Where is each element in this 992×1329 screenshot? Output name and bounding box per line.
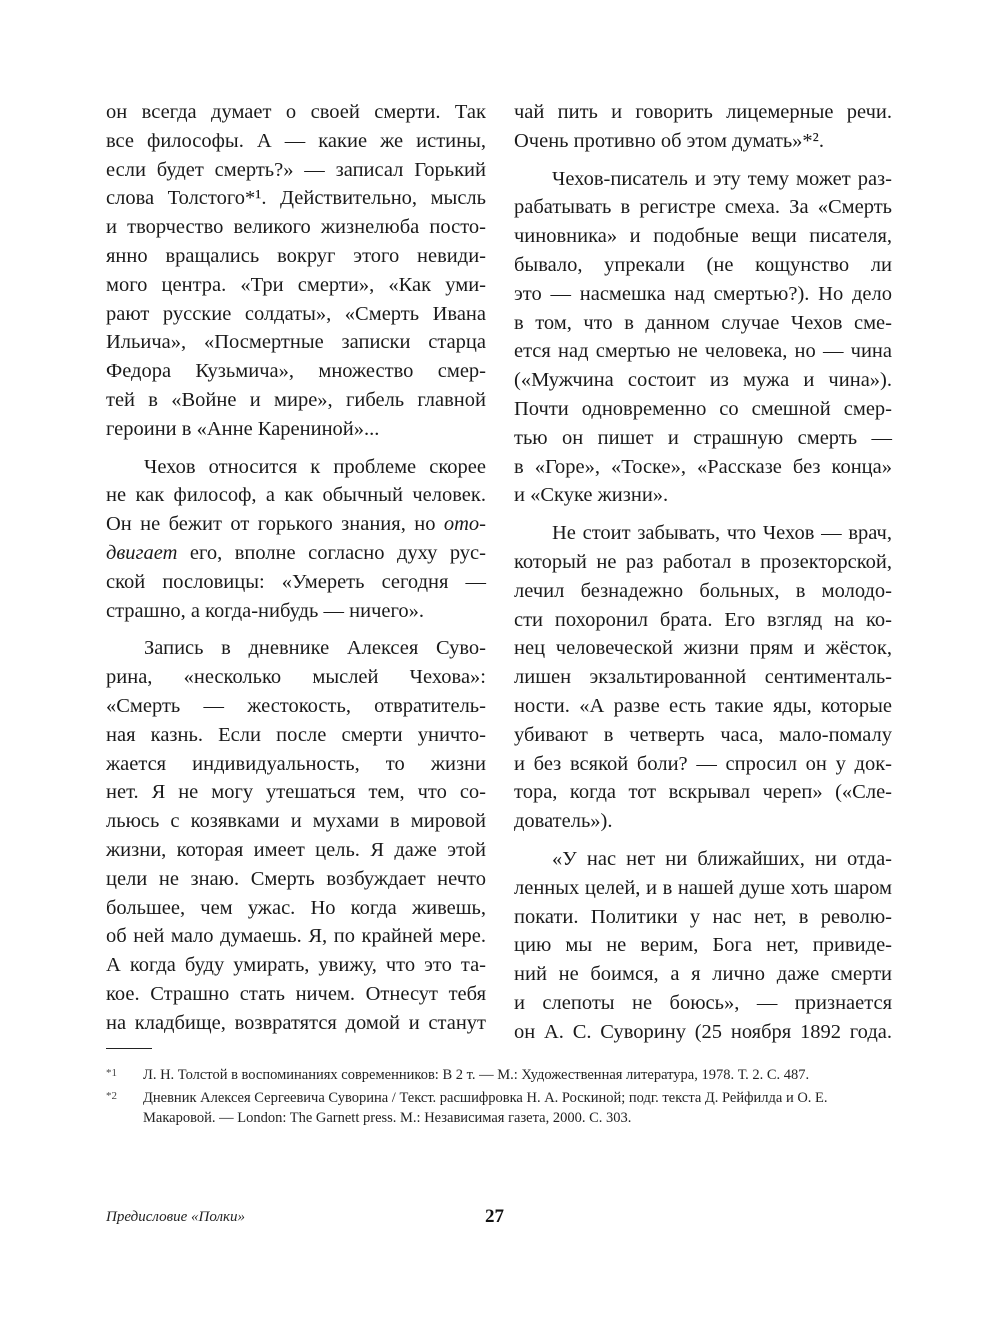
text-line: и «Скуке жизни». xyxy=(514,484,669,507)
text-line: убивают в четверть часа, мало-помалу xyxy=(514,723,892,746)
text-line: янно вращались вокруг этого невиди- xyxy=(106,244,486,267)
text-line: дователь»). xyxy=(514,810,613,833)
text-line: покати. Политики у нас нет, в револю- xyxy=(514,905,892,928)
text-line: все философы. А — какие же истины, xyxy=(106,129,486,152)
text-line: нет. Я не могу утешаться тем, что со- xyxy=(106,781,486,804)
paragraph-start-line: «У нас нет ни ближайших, ни отда- xyxy=(552,847,892,870)
paragraph-start-line: Не стоит забывать, что Чехов — врач, xyxy=(552,522,892,545)
text-line: жизни, которая имеет цель. Я даже этой xyxy=(106,838,486,861)
footnote xyxy=(106,1088,896,1129)
text-line: который не раз работал в прозекторской, xyxy=(514,550,892,573)
text-line: Очень противно об этом думать»*². xyxy=(514,129,824,152)
text-line: тью он пишет и страшную смерть — xyxy=(514,426,892,449)
text-line: Почти одновременно со смешной смер- xyxy=(514,397,892,420)
text-line: ской пословицы: «Умереть сегодня — xyxy=(106,570,486,593)
paragraph-start-line: Запись в дневнике Алексея Суво- xyxy=(144,637,486,660)
text-line: Ильича», «Посмертные записки старца xyxy=(106,331,486,354)
text-line: А когда буду умирать, увижу, что это та- xyxy=(106,954,486,977)
text-segment: Он не бежит от горького знания, но xyxy=(106,513,444,536)
text-line: лечил безнадежно больных, в молодо- xyxy=(514,579,892,602)
text-line: ная казнь. Если после смерти уничто- xyxy=(106,723,486,746)
text-line: нец человеческой жизни прям и жёсток, xyxy=(514,637,892,660)
text-line: и без всякой боли? — спросил он у док- xyxy=(514,752,892,775)
text-line xyxy=(106,510,486,539)
text-line: героини в «Анне Карениной»... xyxy=(106,417,380,440)
footnote xyxy=(106,1065,896,1086)
text-line: ний не боимся, а я лично даже смерти xyxy=(514,963,892,986)
text-line xyxy=(106,539,486,568)
footnote-mark: *1 xyxy=(106,1067,117,1079)
text-line: «Смерть — жестокость, отвратитель- xyxy=(106,694,486,717)
text-line: («Мужчина состоит из мужа и чина»). xyxy=(514,369,892,392)
text-line: цели не знаю. Смерть возбуждает нечто xyxy=(106,867,486,890)
text-line: страшно, а когда-нибудь — ничего». xyxy=(106,599,425,622)
italic-word-part: ото- xyxy=(443,513,486,536)
text-line: кое. Страшно стать ничем. Отнесут тебя xyxy=(106,982,486,1005)
text-line: об ней мало думаешь. Я, по крайней мере. xyxy=(106,925,486,948)
text-line: ленных целей, и в нашей душе хоть шаром xyxy=(514,876,892,899)
footnote-text: Дневник Алексея Сергеевича Суворина / Текст. расшифровка Н. А. Роскиной; подг. текста Д. Рейфилда и О. Е. Макаровой. — London: The Garnett press. М.: Независимая газета, 2000. С. 303. xyxy=(143,1089,828,1126)
right-text-column xyxy=(514,98,892,1047)
text-line: если будет смерть?» — записал Горький xyxy=(106,158,486,181)
paragraph-start-line: Чехов-писатель и эту тему может раз- xyxy=(552,167,892,190)
text-line: это — насмешка над смертью?). Но дело xyxy=(514,282,892,305)
text-line: цию мы не верим, Бога нет, привиде- xyxy=(514,934,892,957)
text-line: сти похоронил брата. Его взгляд на ко- xyxy=(514,608,892,631)
text-line: рают русские солдаты», «Смерть Ивана xyxy=(106,302,486,325)
text-line: на кладбище, возвратятся домой и станут xyxy=(106,1011,486,1034)
text-line: слова Толстого*¹. Действительно, мысль xyxy=(106,187,486,210)
text-line: бывало, упрекали (не кощунство ли xyxy=(514,253,892,276)
text-line: в «Горе», «Тоске», «Рассказе без конца» xyxy=(514,455,892,478)
text-segment: его, вполне согласно духу рус- xyxy=(177,541,486,564)
footnotes xyxy=(106,1065,896,1131)
text-line: он А. С. Суворину (25 ноября 1892 года. xyxy=(514,1020,892,1043)
text-line: большее, чем ужас. Но когда живешь, xyxy=(106,896,486,919)
text-line: жается индивидуальность, то жизни xyxy=(106,752,486,775)
text-line: рабатывать в регистре смеха. За «Смерть xyxy=(514,196,892,219)
text-line: чиновника» и подобные вещи писателя, xyxy=(514,225,892,248)
text-line: льюсь с козявками и мухами в мировой xyxy=(106,810,486,833)
text-line: чай пить и говорить лицемерные речи. xyxy=(514,101,892,123)
left-text-column xyxy=(106,98,486,1038)
paragraph-start-line: Чехов относится к проблеме скорее xyxy=(144,455,486,478)
running-title: Предисловие «Полки» xyxy=(106,1209,246,1225)
text-line: лишен экзальтированной сентименталь- xyxy=(514,666,892,689)
text-line: тей в «Войне и мире», гибель главной xyxy=(106,388,486,411)
text-line: не как философ, а как обычный человек. xyxy=(106,484,486,507)
footnote-text: Л. Н. Толстой в воспоминаниях современников: В 2 т. — М.: Художественная литература, 1978. Т. 2. С. 487. xyxy=(143,1067,810,1083)
text-line: рина, «несколько мыслей Чехова»: xyxy=(106,666,486,689)
text-line: в том, что в данном случае Чехов сме- xyxy=(514,311,892,334)
footnote-divider xyxy=(106,1048,152,1049)
footnote-mark: *2 xyxy=(106,1089,117,1102)
text-line: мого центра. «Три смерти», «Как уми- xyxy=(106,273,486,296)
italic-word-part: двигает xyxy=(106,541,178,564)
page-number: 27 xyxy=(485,1206,504,1227)
text-line: и слепоты не боюсь», — признается xyxy=(514,991,892,1014)
text-line: Федора Кузьмича», множество смер- xyxy=(106,360,486,383)
text-line: тора, когда тот вскрывал череп» («Сле- xyxy=(514,781,892,804)
text-line: ется над смертью не человека, но — чина xyxy=(514,340,892,363)
text-line: ности. «А разве есть такие яды, которые xyxy=(514,694,892,717)
text-line: и творчество великого жизнелюба посто- xyxy=(106,216,486,239)
text-line: он всегда думает о своей смерти. Так xyxy=(106,101,486,123)
